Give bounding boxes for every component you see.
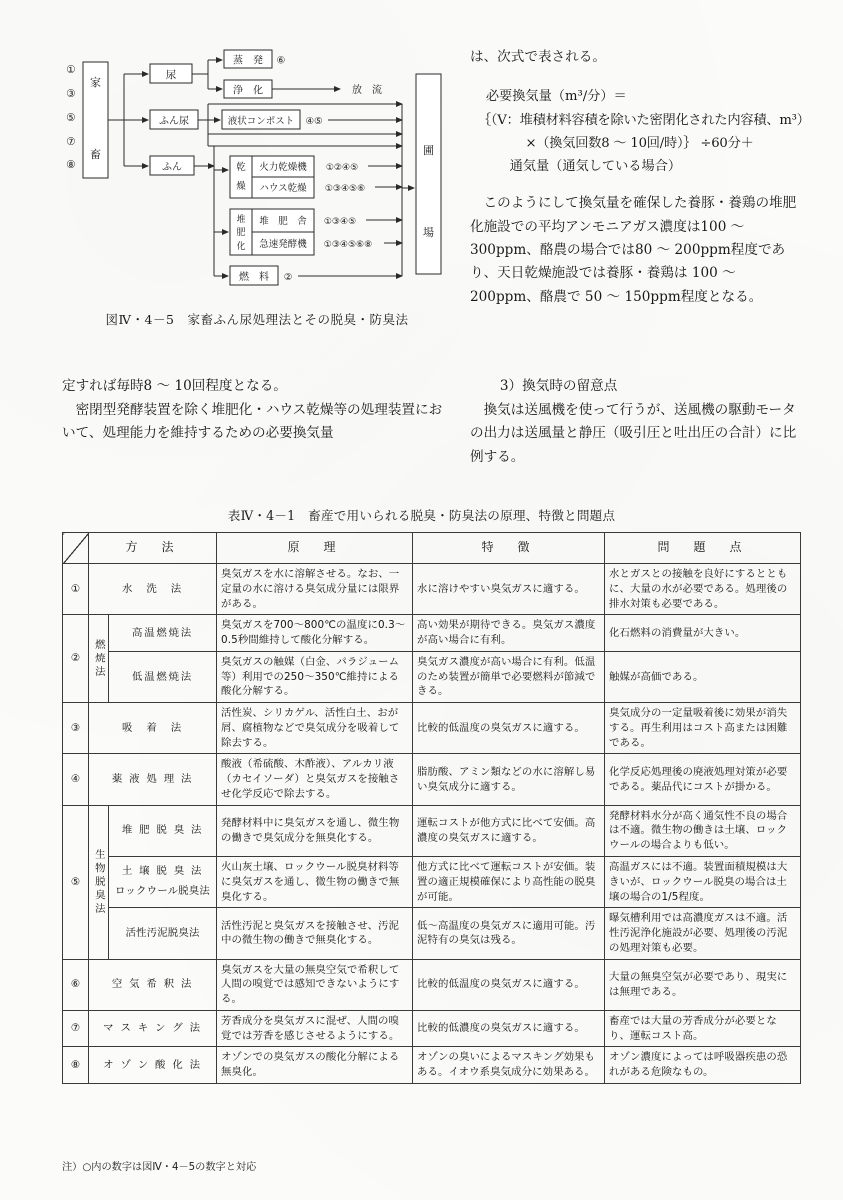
feature-cell: 高い効果が期待できる。臭気ガス濃度が高い場合に有利。 — [413, 615, 605, 652]
mid-left-column — [62, 375, 452, 446]
table-caption: 表Ⅳ・4－1 畜産で用いられる脱臭・防臭法の原理、特徴と問題点 — [227, 508, 616, 523]
svg-text:場: 場 — [423, 226, 434, 239]
formula-line-3: ×（換気回数8 ～ 10回/時）｝ ÷60分＋ — [525, 135, 754, 151]
table-row — [63, 857, 801, 908]
svg-text:①③④⑤⑥: ①③④⑤⑥ — [324, 184, 366, 194]
feature-cell: 比較的低濃度の臭気ガスに適する。 — [413, 1010, 605, 1047]
table-row — [63, 754, 801, 805]
row-number: ④ — [63, 754, 89, 805]
row-number: ⑦ — [63, 1010, 89, 1047]
principle-cell: 活性汚泥と臭気ガスを接触させ、汚泥中の微生物の働きで無臭化する。 — [217, 908, 413, 959]
formula-line-2: ｛（V：堆積材料容積を除いた密閉化された内容積、m³） — [477, 112, 810, 128]
feature-cell: 臭気ガス濃度が高い場合に有利。低温のため装置が簡単で必要燃料が節減できる。 — [413, 651, 605, 702]
header-method: 方 法 — [89, 533, 217, 564]
problem-cell: 曝気槽利用では高濃度ガスは不適。活性汚泥浄化施設が必要、処理後の汚泥の処理対策も必要。 — [605, 908, 801, 959]
row-number: ① — [63, 564, 89, 615]
figure-iv-4-5 — [62, 46, 452, 328]
table-header-row — [63, 533, 801, 564]
table-body — [63, 564, 801, 1084]
svg-text:燥: 燥 — [236, 181, 246, 192]
svg-text:乾: 乾 — [236, 162, 246, 173]
method-group: 生物脱臭法 — [89, 805, 109, 959]
lead-sentence: は、次式で表される。 — [470, 49, 606, 65]
problem-cell: 化石燃料の消費量が大きい。 — [605, 615, 801, 652]
mid-left-paragraph: 密閉型発酵装置を除く堆肥化・ハウス乾燥等の処理装置において、処理能力を維持するための必要換気量 — [62, 401, 443, 442]
method-name: 低温燃焼法 — [109, 651, 217, 702]
svg-text:①②④⑤: ①②④⑤ — [325, 163, 359, 173]
principle-cell: 酸液（希硫酸、木酢液）、アルカリ液（カセイソーダ）と臭気ガスを接触させ化学反応で除去する。 — [217, 754, 413, 805]
method-name: オ ゾ ン 酸 化 法 — [89, 1047, 217, 1084]
mid-right-paragraph: 換気は送風機を使って行うが、送風機の駆動モータの出力は送風量と静圧（吸引圧と吐出圧の合計）に比例する。 — [470, 401, 797, 465]
row-number: ⑥ — [63, 959, 89, 1010]
ammonia-concentration-paragraph: このようにして換気量を確保した養豚・養鶏の堆肥化施設での平均アンモニアガス濃度は100 ～ 300ppm、酪農の場合では80 ～ 200ppm程度であり、天日乾燥施設では養豚・養鶏は 100 ～ 200ppm、酪農で 50 ～ 150ppm程度となる。 — [470, 195, 797, 305]
method-name: 吸 着 法 — [89, 703, 217, 754]
feature-cell: オゾンの臭いによるマスキング効果もある。イオウ系臭気成分に効果ある。 — [413, 1047, 605, 1084]
svg-text:浄 化: 浄 化 — [233, 85, 263, 97]
svg-text:②: ② — [283, 272, 293, 283]
svg-text:④⑤: ④⑤ — [305, 116, 323, 127]
principle-cell: 活性炭、シリカゲル、活性白土、おが屑、腐植物などで臭気成分を吸着して除去する。 — [217, 703, 413, 754]
table-row — [63, 959, 801, 1010]
svg-text:⑦: ⑦ — [66, 136, 76, 148]
header-feature: 特 徴 — [413, 533, 605, 564]
method-name: 高温燃焼法 — [109, 615, 217, 652]
method-group: 燃焼法 — [89, 615, 109, 703]
table-row — [63, 908, 801, 959]
deodorization-methods-table — [62, 532, 801, 1084]
table-row — [63, 703, 801, 754]
figure-caption: 図Ⅳ・4－5 家畜ふん尿処理法とその脱臭・防臭法 — [105, 312, 409, 327]
svg-text:ハウス乾燥: ハウス乾燥 — [259, 183, 307, 194]
corner-cell — [63, 533, 89, 564]
problem-cell: 高温ガスには不適。装置面積規模は大きいが、ロックウール脱臭の場合は土壌の場合の1/5程度。 — [605, 857, 801, 908]
table-row — [63, 805, 801, 856]
table-head — [63, 533, 801, 564]
mid-right-column — [470, 375, 800, 470]
header-principle: 原 理 — [217, 533, 413, 564]
feature-cell: 運転コストが他方式に比べて安価。高濃度の臭気ガスに適する。 — [413, 805, 605, 856]
svg-text:①③④⑤⑥⑧: ①③④⑤⑥⑧ — [323, 240, 373, 250]
method-name: 水 洗 法 — [89, 564, 217, 615]
feature-cell: 水に溶けやすい臭気ガスに適する。 — [413, 564, 605, 615]
formula-line-4: 通気量（通気している場合） — [509, 159, 682, 175]
svg-text:①: ① — [66, 64, 76, 76]
problem-cell: 触媒が高価である。 — [605, 651, 801, 702]
row-number: ⑤ — [63, 805, 89, 959]
svg-text:圃: 圃 — [423, 144, 434, 157]
svg-text:燃 料: 燃 料 — [239, 272, 269, 283]
row-number: ③ — [63, 703, 89, 754]
row-number: ② — [63, 615, 89, 703]
svg-text:急速発酵機: 急速発酵機 — [259, 239, 307, 250]
table-row — [63, 1047, 801, 1084]
svg-text:尿: 尿 — [165, 69, 177, 81]
svg-text:化: 化 — [236, 242, 246, 252]
principle-cell: 火山灰土壌、ロックウール脱臭材料等に臭気ガスを通し、微生物の働きで無臭化する。 — [217, 857, 413, 908]
svg-text:ふん尿: ふん尿 — [159, 116, 189, 127]
method-name: 空 気 希 釈 法 — [89, 959, 217, 1010]
principle-cell: 臭気ガスを700～800℃の温度に0.3～0.5秒間維持して酸化分解する。 — [217, 615, 413, 652]
svg-text:⑥: ⑥ — [276, 55, 286, 67]
svg-text:①③④⑤: ①③④⑤ — [323, 217, 357, 227]
problem-cell: 畜産では大量の芳香成分が必要となり、運転コスト高。 — [605, 1010, 801, 1047]
svg-text:堆: 堆 — [236, 215, 246, 225]
method-name: マ ス キ ン グ 法 — [89, 1010, 217, 1047]
table-footnote: 注）○内の数字は図Ⅳ・4－5の数字と対応 — [62, 1162, 257, 1173]
method-name: 薬 液 処 理 法 — [89, 754, 217, 805]
svg-text:畜: 畜 — [90, 148, 101, 161]
method-name-group — [109, 857, 217, 908]
svg-text:ふん: ふん — [162, 162, 182, 173]
principle-cell: 臭気ガスの触媒（白金、パラジューム等）利用での250～350℃維持による酸化分解する。 — [217, 651, 413, 702]
svg-text:⑤: ⑤ — [66, 112, 76, 124]
svg-text:堆 肥 舎: 堆 肥 舎 — [259, 216, 307, 227]
svg-text:肥: 肥 — [236, 228, 246, 238]
problem-cell: 大量の無臭空気が必要であり、現実には無理である。 — [605, 959, 801, 1010]
svg-text:液状コンポスト: 液状コンポスト — [227, 116, 295, 127]
row-number: ⑧ — [63, 1047, 89, 1084]
method-name-secondary: ロックウール脱臭法 — [115, 885, 210, 898]
problem-cell: 臭気成分の一定量吸着後に効果が消失する。再生利用はコスト高または困難である。 — [605, 703, 801, 754]
svg-text:火力乾燥機: 火力乾燥機 — [259, 162, 307, 173]
principle-cell: 臭気ガスを水に溶解させる。なお、一定量の水に溶ける臭気成分量には限界がある。 — [217, 564, 413, 615]
problem-cell: 発酵材料水分が高く通気性不良の場合は不適。微生物の働きは土壌、ロックウールの場合よりも低い。 — [605, 805, 801, 856]
table-row — [63, 615, 801, 652]
feature-cell: 他方式に比べて運転コストが安価。装置の適正規模確保により高性能の脱臭が可能。 — [413, 857, 605, 908]
problem-cell: 化学反応処理後の廃液処理対策が必要である。薬品代にコストが掛かる。 — [605, 754, 801, 805]
formula-line-1: 必要換気量（m³/分）＝ — [485, 89, 627, 105]
livestock-waste-flow-diagram — [62, 46, 452, 304]
method-name: 堆 肥 脱 臭 法 — [109, 805, 217, 856]
svg-text:家: 家 — [90, 76, 101, 89]
section-heading-3: 3）換気時の留意点 — [499, 378, 618, 394]
top-area — [0, 0, 843, 350]
problem-cell: オゾン濃度によっては呼吸器疾患の恐れがある危険なもの。 — [605, 1047, 801, 1084]
table-row — [63, 1010, 801, 1047]
right-column-top — [470, 46, 810, 309]
method-name: 活性汚泥脱臭法 — [109, 908, 217, 959]
principle-cell: 芳香成分を臭気ガスに混ぜ、人間の嗅覚では芳香を感じさせるようにする。 — [217, 1010, 413, 1047]
ventilation-formula — [470, 85, 810, 178]
feature-cell: 比較的低温度の臭気ガスに適する。 — [413, 959, 605, 1010]
feature-cell: 比較的低温度の臭気ガスに適する。 — [413, 703, 605, 754]
svg-text:放 流: 放 流 — [352, 85, 382, 96]
feature-cell: 脂肪酸、アミン類などの水に溶解し易い臭気成分に適する。 — [413, 754, 605, 805]
header-problem: 問 題 点 — [605, 533, 801, 564]
principle-cell: 発酵材料中に臭気ガスを通し、微生物の働きで臭気成分を無臭化する。 — [217, 805, 413, 856]
svg-text:蒸 発: 蒸 発 — [233, 55, 263, 67]
mid-left-line-1: 定すれば毎時8 ～ 10回程度となる。 — [62, 378, 287, 394]
feature-cell: 低～高温度の臭気ガスに適用可能。汚泥特有の臭気は残る。 — [413, 908, 605, 959]
table-row — [63, 651, 801, 702]
method-name: 土 壌 脱 臭 法 — [121, 865, 204, 878]
table-row — [63, 564, 801, 615]
principle-cell: オゾンでの臭気ガスの酸化分解による無臭化。 — [217, 1047, 413, 1084]
svg-text:⑧: ⑧ — [66, 159, 76, 171]
svg-text:③: ③ — [66, 88, 76, 100]
table-iv-4-1-wrap — [62, 532, 800, 1084]
principle-cell: 臭気ガスを大量の無臭空気で希釈して人間の嗅覚では感知できないようにする。 — [217, 959, 413, 1010]
problem-cell: 水とガスとの接触を良好にするとともに、大量の水が必要である。処理後の排水対策も必要である。 — [605, 564, 801, 615]
